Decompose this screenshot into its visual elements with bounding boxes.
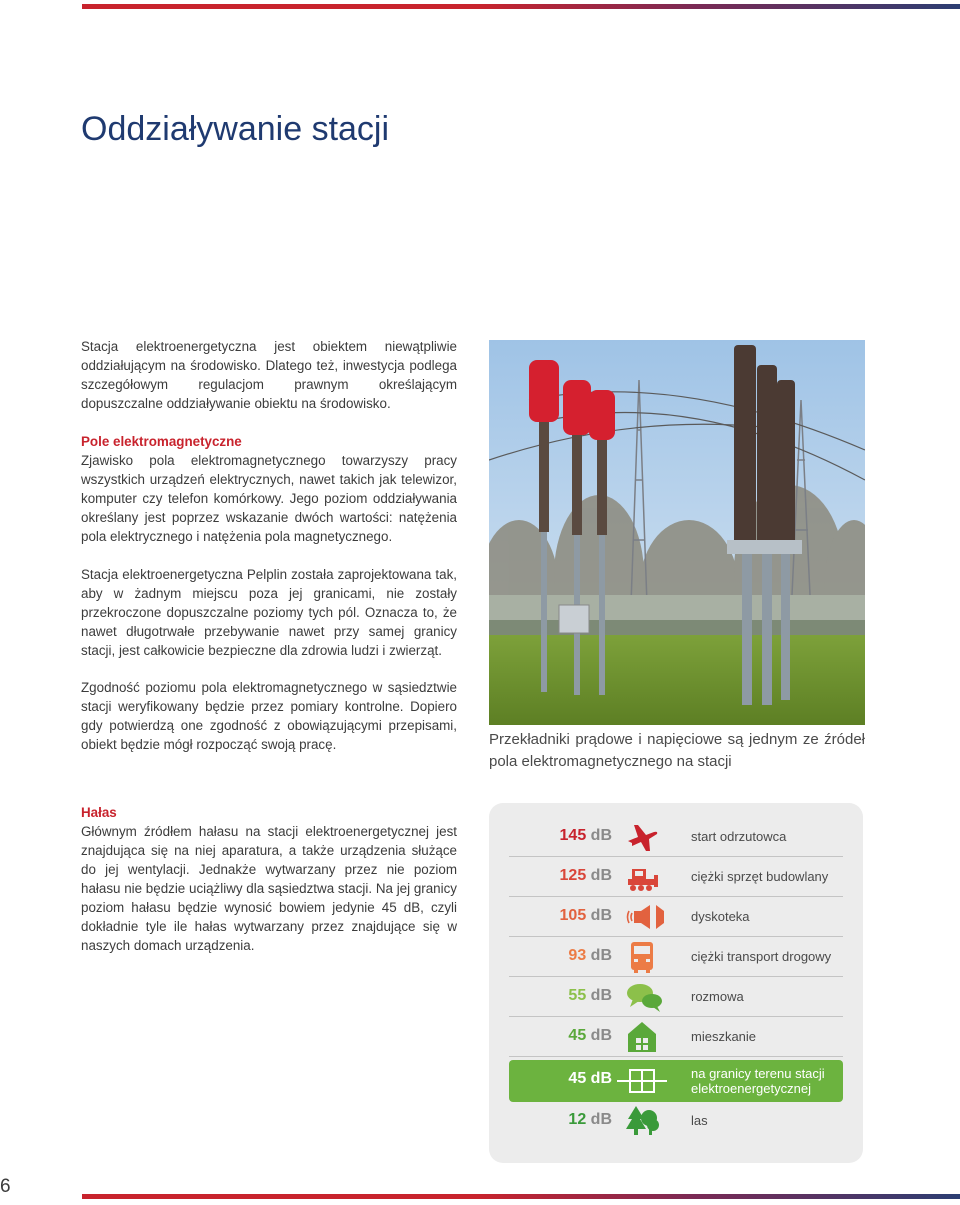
noise-unit: dB: [590, 1027, 612, 1044]
bulldozer-icon: [624, 859, 660, 895]
top-color-band: [82, 4, 960, 9]
trees-icon: [624, 1103, 660, 1139]
page-number: 6: [0, 1176, 11, 1197]
noise-value: 93: [568, 947, 587, 964]
airplane-icon: [624, 819, 660, 855]
speaker-icon: [624, 899, 660, 935]
noise-unit: dB: [590, 1070, 612, 1087]
photo-caption: Przekładniki prądowe i napięciowe są jednym ze źródeł pola elektromagnetycznego na stacji: [489, 731, 865, 770]
noise-unit: dB: [590, 827, 612, 844]
em-paragraph-2: Stacja elektroenergetyczna Pelplin została zaprojektowana tak, aby w żadnym miejscu poza jej granicami, nie zostały przekroczone dopuszczalne poziomy tych pól. Oznacza to, że nawet długotrwałe przebywanie nawet przy samej granicy stacji, jest całkowicie bezpieczne dla zdrowia ludzi i zwierząt.: [81, 567, 457, 658]
noise-heading: Hałas: [81, 805, 117, 820]
em-paragraph-3-block: [81, 678, 457, 754]
noise-value: 45: [568, 1027, 587, 1044]
noise-label: start odrzutowca: [691, 829, 787, 844]
noise-section: [81, 803, 457, 955]
noise-label: las: [691, 1113, 708, 1128]
noise-row: [509, 857, 843, 897]
substation-icon: [617, 1062, 667, 1098]
page-title: Oddziaływanie stacji: [81, 110, 390, 148]
noise-unit: dB: [590, 1111, 612, 1128]
em-paragraph-1: Zjawisko pola elektromagnetycznego towarzyszy pracy wszystkich urządzeń elektrycznych, nawet takich jak telewizor, komputer czy telefon komórkowy. Jego poziom oddziaływania określany jest poprzez wskazanie dwóch wartości: natężenia pola elektrycznego i natężenia pola magnetycznego.: [81, 453, 457, 544]
noise-label: na granicy terenu stacji elektroenergetycznej: [691, 1066, 825, 1096]
house-icon: [624, 1019, 660, 1055]
noise-row: [509, 1017, 843, 1057]
noise-value: 105: [559, 907, 587, 924]
noise-label: ciężki transport drogowy: [691, 949, 832, 964]
chat-icon: [624, 979, 660, 1015]
noise-unit: dB: [590, 947, 612, 964]
intro-paragraph: [81, 337, 457, 413]
em-paragraph-3: Zgodność poziomu pola elektromagnetycznego w sąsiedztwie stacji weryfikowany będzie przez pomiary kontrolne. Dopiero gdy potwierdzą one zgodność z obowiązującymi przepisami, obiekt będzie mógł rozpocząć swoją pracę.: [81, 680, 457, 752]
noise-unit: dB: [590, 867, 612, 884]
noise-levels-panel: [489, 803, 863, 1163]
noise-value: 12: [568, 1111, 587, 1128]
noise-value: 55: [568, 987, 587, 1004]
truck-icon: [624, 939, 660, 975]
noise-unit: dB: [590, 987, 612, 1004]
bottom-color-band: [82, 1194, 960, 1199]
noise-label: ciężki sprzęt budowlany: [691, 869, 829, 884]
noise-row: [509, 817, 843, 857]
noise-value: 45: [568, 1070, 587, 1087]
noise-value: 125: [559, 867, 587, 884]
noise-unit: dB: [590, 907, 612, 924]
noise-label: mieszkanie: [691, 1029, 757, 1044]
em-section: [81, 432, 457, 546]
noise-row: [509, 937, 843, 977]
substation-photo: [489, 340, 865, 725]
em-heading: Pole elektromagnetyczne: [81, 434, 242, 449]
noise-row-highlight: [509, 1060, 843, 1102]
noise-row: [509, 1101, 843, 1141]
noise-row: [509, 977, 843, 1017]
noise-paragraph: Głównym źródłem hałasu na stacji elektroenergetycznej jest znajdująca się na niej aparatura, a także urządzenia służące do jej wentylacji. Jednakże wytwarzany przez nie poziom hałasu nie będzie uciążliwy dla sąsiedztwa stacji. Na jej granicy poziom hałasu będzie wynosić bowiem jedynie 45 dB, czyli dokładnie tyle ile hałas wytwarzany przez znajdujące się w naszych domach urządzenia.: [81, 824, 457, 953]
noise-label: rozmowa: [691, 989, 744, 1004]
noise-row: [509, 897, 843, 937]
intro-text: Stacja elektroenergetyczna jest obiektem niewątpliwie oddziałującym na środowisko. Dlatego też, inwestycja podlega szczegółowym regulacjom prawnym określającym dopuszczalne oddziaływanie obiektu na środowisko.: [81, 339, 457, 411]
noise-label: dyskoteka: [691, 909, 750, 924]
em-paragraph-2-block: [81, 565, 457, 660]
noise-value: 145: [559, 827, 587, 844]
